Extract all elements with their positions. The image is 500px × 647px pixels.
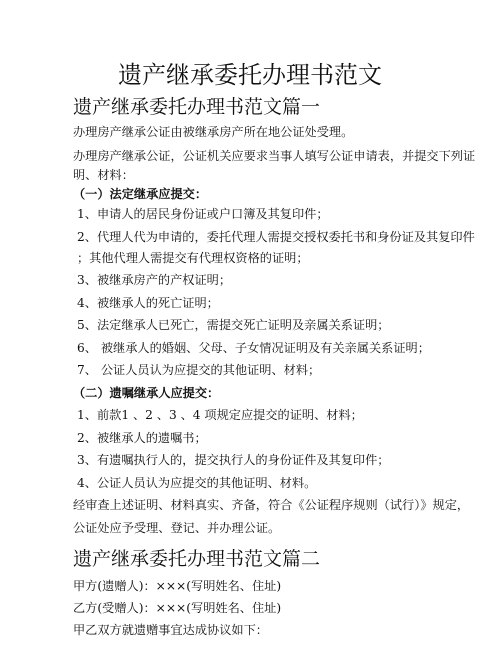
- list-item-continuation: ；其他代理人需提交有代理权资格的证明；: [77, 251, 309, 265]
- list-item: 4、公证人员认为应提交的其他证明、材料。: [77, 476, 317, 490]
- section-2-heading: 遗产继承委托办理书范文篇二: [73, 548, 321, 570]
- agreement-intro-line: 甲乙双方就遗赠事宜达成协议如下：: [73, 623, 268, 637]
- list-item: 1、前款1 、2 、3 、4 项规定应提交的证明、材料；: [77, 408, 363, 422]
- list-item: 1、申请人的居民身份证或户口簿及其复印件；: [77, 207, 329, 221]
- list-item: 3、有遗嘱执行人的，提交执行人的身份证件及其复印件；: [77, 453, 390, 467]
- party-a-line: 甲方(遗赠人)：×××(写明姓名、住址): [73, 579, 282, 593]
- list-item: 4、被继承人的死亡证明；: [77, 296, 219, 310]
- list-item: 7、 公证人员认为应提交的其他证明、材料；: [77, 363, 321, 377]
- paragraph-line: 公证处应予受理、登记、并办理公证。: [73, 521, 281, 535]
- subheading-statutory-inheritance: （一）法定继承应提交：: [73, 187, 208, 201]
- paragraph-line: 明、材料：: [73, 168, 134, 182]
- party-b-line: 乙方(受赠人)：×××(写明姓名、住址): [73, 601, 282, 615]
- section-1-heading: 遗产继承委托办理书范文篇一: [73, 96, 321, 118]
- list-item: 3、被继承房产的产权证明；: [77, 273, 232, 287]
- subheading-will-inheritance: （二）遗嘱继承人应提交：: [73, 386, 220, 400]
- list-item: 2、代理人代为申请的，委托代理人需提交授权委托书和身份证及其复印件: [77, 230, 475, 244]
- document-title: 遗产继承委托办理书范文: [118, 61, 382, 89]
- list-item: 2、被继承人的遗嘱书；: [77, 431, 207, 445]
- list-item: 6、 被继承人的婚姻、父母、子女情况证明及有关亲属关系证明；: [77, 341, 430, 355]
- paragraph-line: 经审查上述证明、材料真实、齐备，符合《公证程序规则（试行）》规定，: [73, 498, 470, 512]
- list-item: 5、法定继承人已死亡，需提交死亡证明及亲属关系证明；: [77, 318, 390, 332]
- paragraph-line: 办理房产继承公证，公证机关应要求当事人填写公证申请表，并提交下列证: [73, 149, 476, 163]
- paragraph-line: 办理房产继承公证由被继承房产所在地公证处受理。: [73, 125, 354, 139]
